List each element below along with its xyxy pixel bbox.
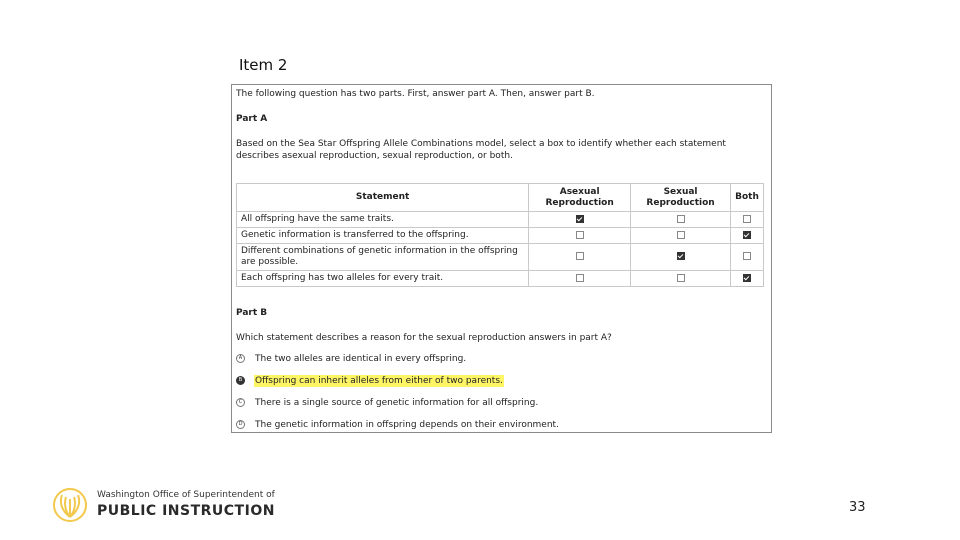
checkbox-asexual[interactable]	[576, 252, 584, 260]
statement-cell: Each offspring has two alleles for every trait.	[237, 271, 529, 287]
option-text: There is a single source of genetic information for all offspring.	[255, 397, 539, 408]
checkbox-sexual[interactable]	[677, 231, 685, 239]
checkbox-cell-sexual	[631, 271, 731, 287]
org-name-line2: PUBLIC INSTRUCTION	[97, 503, 275, 519]
checkbox-cell-asexual	[529, 212, 631, 228]
header-sexual	[631, 184, 731, 212]
question-intro: The following question has two parts. First, answer part A. Then, answer part B.	[236, 89, 595, 99]
checkbox-sexual[interactable]	[677, 215, 685, 223]
radio-button-icon[interactable]: B	[236, 376, 245, 385]
checkbox-cell-both	[731, 271, 764, 287]
checkbox-cell-both	[731, 244, 764, 271]
checkbox-both[interactable]	[743, 231, 751, 239]
checkbox-cell-asexual	[529, 228, 631, 244]
page-number: 33	[849, 500, 866, 515]
checkbox-asexual[interactable]	[576, 215, 584, 223]
statement-cell: Genetic information is transferred to the offspring.	[237, 228, 529, 244]
statement-cell: Different combinations of genetic information in the offspring are possible.	[237, 244, 529, 271]
radio-button-icon[interactable]: A	[236, 354, 245, 363]
org-name-line1: Washington Office of Superintendent of	[97, 490, 275, 500]
checkbox-cell-both	[731, 228, 764, 244]
header-statement: Statement	[237, 184, 529, 212]
matrix-header-row	[237, 184, 764, 212]
checkbox-cell-sexual	[631, 244, 731, 271]
option-a[interactable]	[236, 352, 467, 365]
radio-button-icon[interactable]: C	[236, 398, 245, 407]
checkbox-both[interactable]	[743, 215, 751, 223]
option-text: Offspring can inherit alleles from either of two parents.	[255, 375, 503, 386]
statement-cell: All offspring have the same traits.	[237, 212, 529, 228]
option-text: The two alleles are identical in every offspring.	[255, 353, 467, 364]
checkbox-cell-asexual	[529, 271, 631, 287]
header-sexual-text: Sexual Reproduction	[646, 186, 715, 208]
header-asexual	[529, 184, 631, 212]
ospi-logo-icon	[52, 487, 88, 523]
checkbox-asexual[interactable]	[576, 231, 584, 239]
checkbox-cell-sexual	[631, 228, 731, 244]
checkbox-cell-sexual	[631, 212, 731, 228]
part-b-heading: Part B	[236, 308, 268, 318]
answer-matrix	[236, 183, 764, 287]
part-a-heading: Part A	[236, 114, 268, 124]
part-a-prompt: Based on the Sea Star Offspring Allele Combinations model, select a box to identify whether each statement describes asexual reproduction, sexual reproduction, or both.	[236, 139, 726, 161]
checkbox-cell-both	[731, 212, 764, 228]
checkbox-sexual[interactable]	[677, 252, 685, 260]
radio-button-icon[interactable]: D	[236, 420, 245, 429]
checkbox-both[interactable]	[743, 274, 751, 282]
header-both: Both	[731, 184, 764, 212]
option-c[interactable]	[236, 396, 539, 409]
checkbox-sexual[interactable]	[677, 274, 685, 282]
table-row	[237, 212, 764, 228]
checkbox-both[interactable]	[743, 252, 751, 260]
checkbox-cell-asexual	[529, 244, 631, 271]
slide-title: Item 2	[239, 56, 288, 74]
question-card	[231, 84, 772, 433]
checkbox-asexual[interactable]	[576, 274, 584, 282]
part-b-prompt: Which statement describes a reason for the sexual reproduction answers in part A?	[236, 333, 612, 343]
table-row	[237, 244, 764, 271]
option-text: The genetic information in offspring depends on their environment.	[255, 419, 559, 430]
table-row	[237, 271, 764, 287]
option-d[interactable]	[236, 418, 560, 431]
option-b[interactable]	[236, 374, 504, 387]
table-row	[237, 228, 764, 244]
header-asexual-text: Asexual Reproduction	[545, 186, 614, 208]
